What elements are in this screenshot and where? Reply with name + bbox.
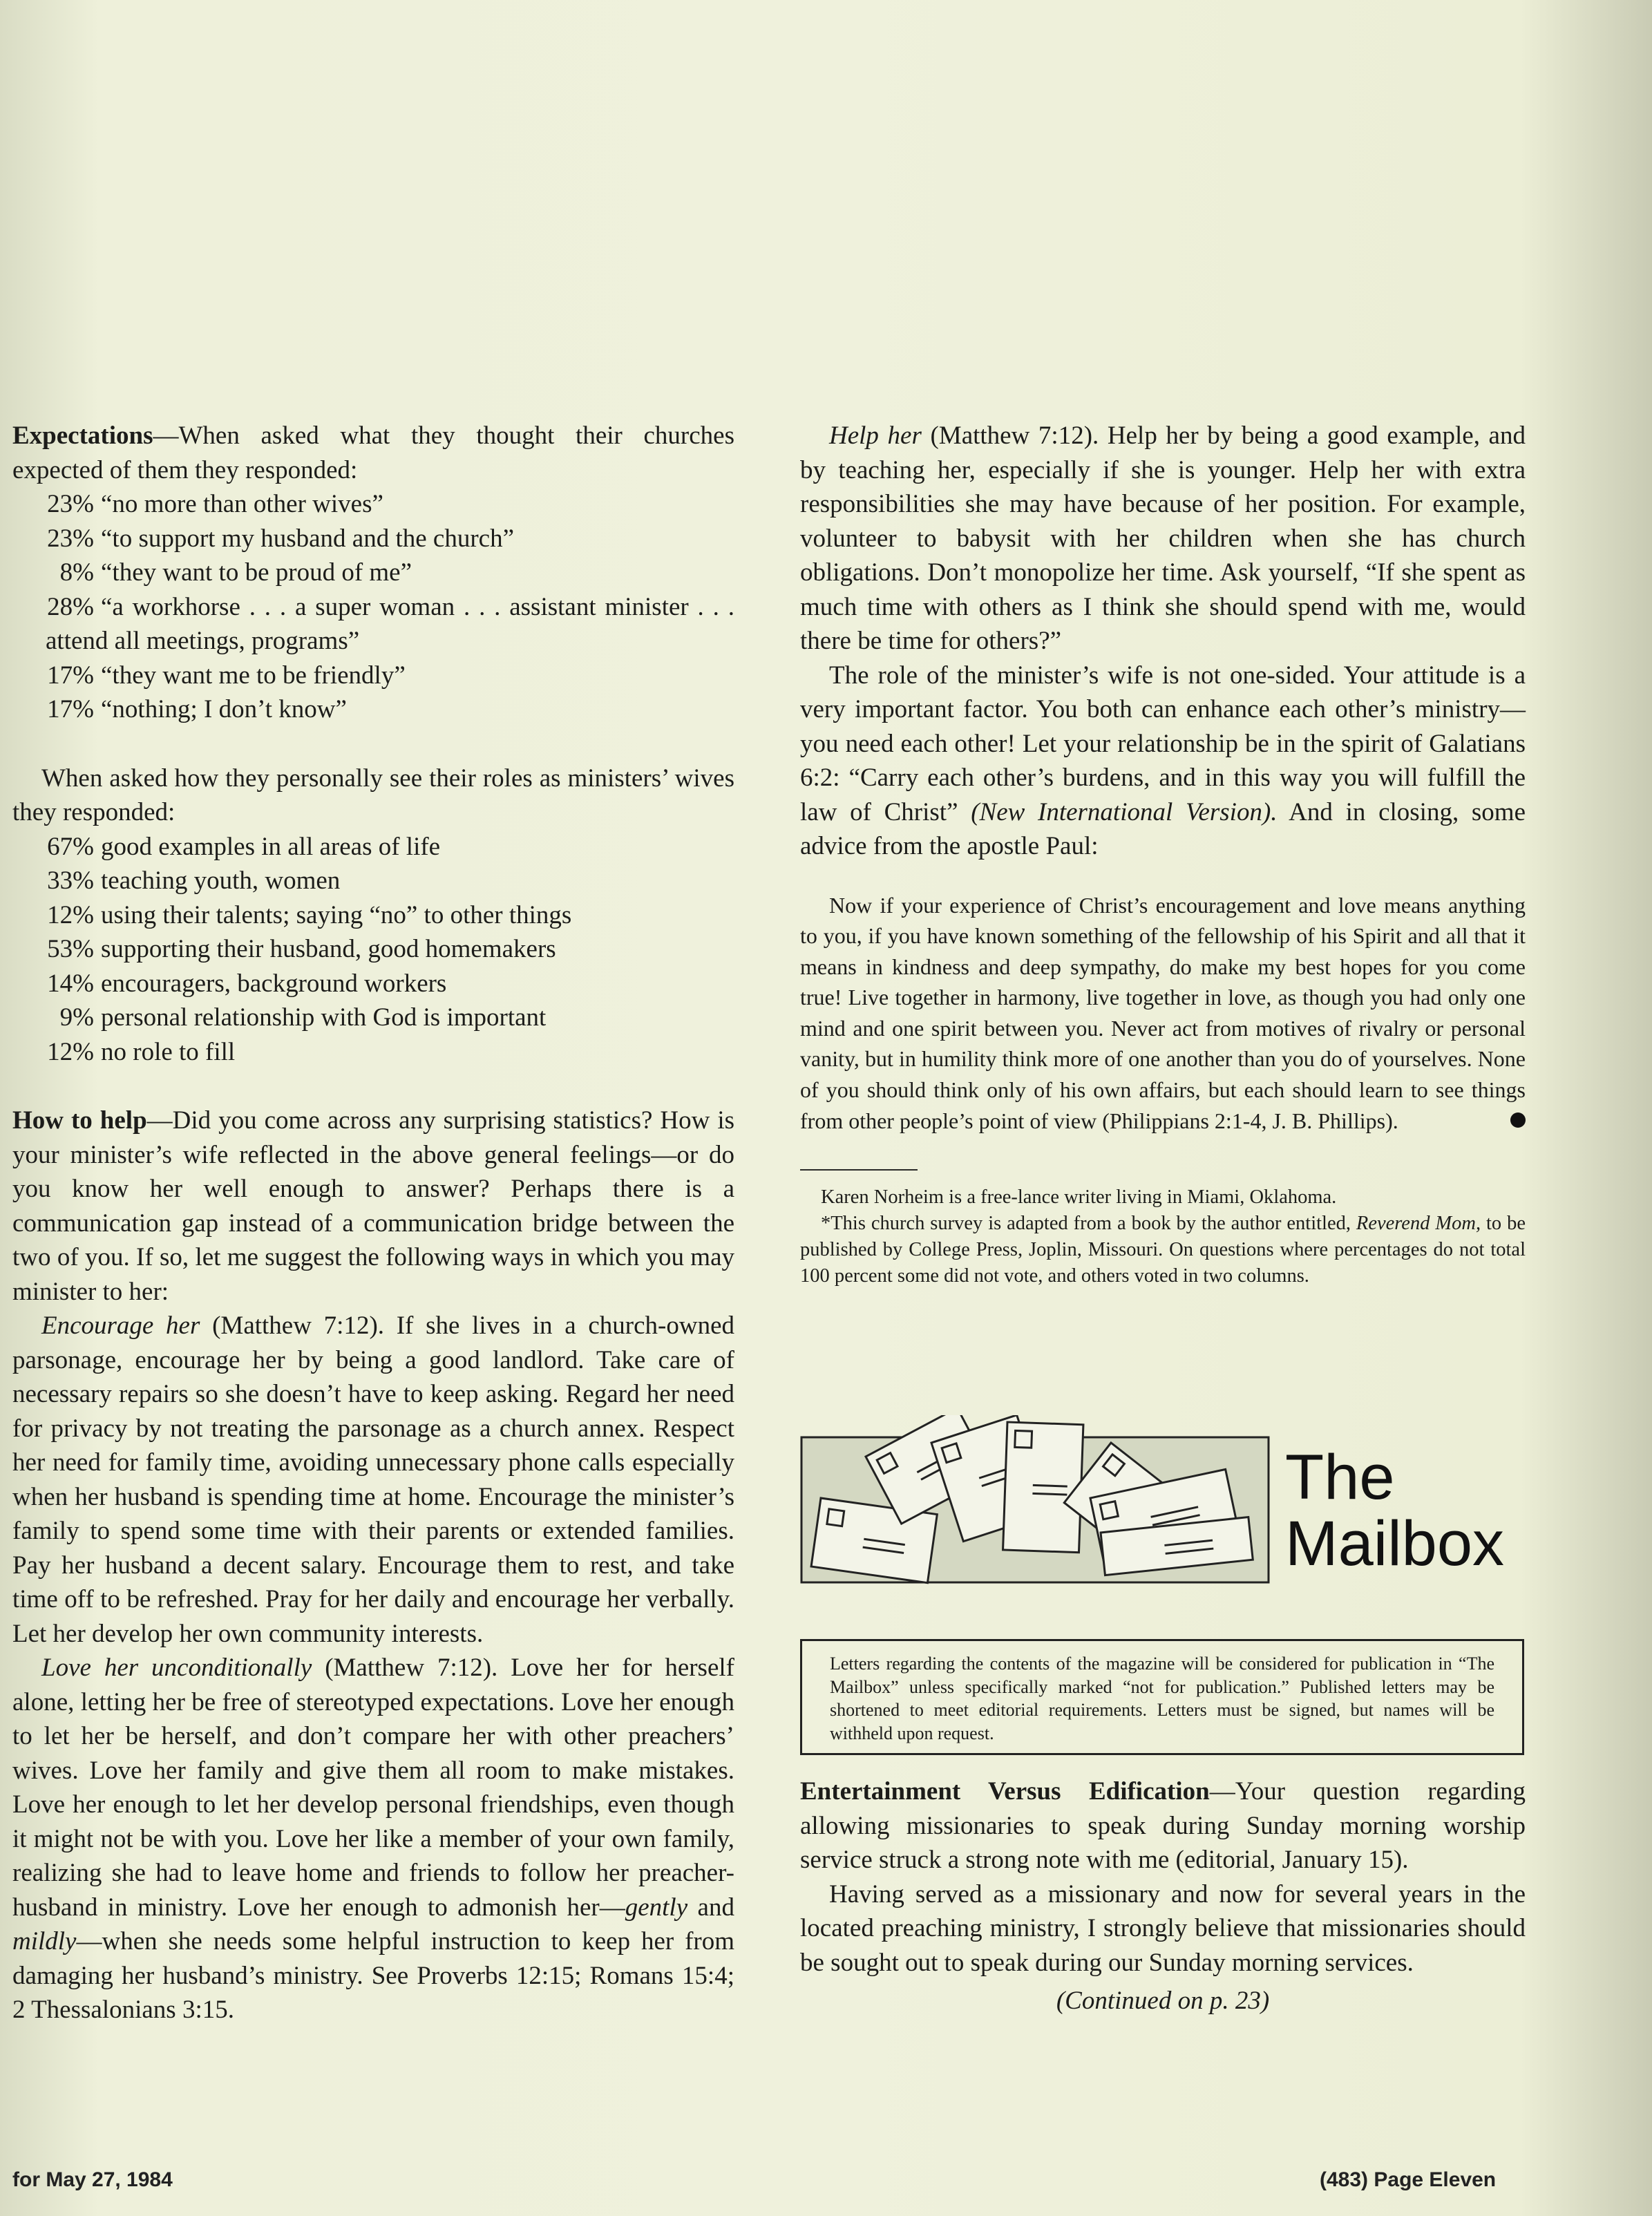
stat-percent: 23% xyxy=(47,490,94,518)
list-item xyxy=(12,659,734,693)
list-item xyxy=(12,1035,734,1070)
stat-percent: 12% xyxy=(47,1037,94,1066)
expectations-stats-list xyxy=(12,487,734,727)
emphasis-mildly: mildly xyxy=(12,1927,77,1955)
how-to-help-paragraph xyxy=(12,1104,734,1309)
list-item xyxy=(12,864,734,898)
stat-text: “no more than other wives” xyxy=(101,490,383,518)
stat-percent: 9% xyxy=(59,1003,94,1032)
love-paragraph xyxy=(12,1651,734,2027)
stat-text: good examples in all areas of life xyxy=(101,832,441,861)
footer-page-number: (483) Page Eleven xyxy=(1320,2168,1497,2191)
stat-text: “a workhorse . . . a super woman . . . assistant minister . . . attend all meetings, programs” xyxy=(46,592,734,655)
stat-text: “they want me to be friendly” xyxy=(101,661,406,690)
list-item xyxy=(12,932,734,967)
bleed-through-title xyxy=(484,159,1631,263)
mailbox-heading-line-1: The xyxy=(1285,1442,1395,1513)
roles-stats-list xyxy=(12,830,734,1070)
expectations-text: —When asked what they thought their churches expected of them they responded: xyxy=(12,422,734,484)
stat-percent: 8% xyxy=(59,558,94,587)
end-mark-icon xyxy=(1510,1112,1526,1128)
quote-text: Now if your experience of Christ’s encouragement and love means anything to you, if you have known something of the fellowship of his Spirit and all that it means in kindness and deep sympathy, do make my best hopes for you come true! Live together in harmony, live together in love, as though you had only one mind and one spirit between you. Never act from motives of rivalry or personal vanity, but in humility think more of one another than you do of yourselves. None of you should think only of his own affairs, but each should learn to see things from other people’s point of view (Philippians 2:1-4, J. B. Phillips). xyxy=(800,892,1526,1133)
help-text: (Matthew 7:12). Help her by being a good example, and by teaching her, especially if she is younger. Help her with extra responsibilities she may have because of her position. For example, volunteer to babysit with her children when she has church obligations. Don’t monopolize her time. Ask yourself, “If she spent as much time with others as I think she should spend with me, would there be time for others?” xyxy=(800,422,1526,655)
footnote-divider xyxy=(800,1169,918,1171)
stat-percent: 23% xyxy=(47,524,94,553)
help-paragraph xyxy=(800,419,1526,659)
list-item xyxy=(12,967,734,1001)
list-item xyxy=(12,590,734,659)
encourage-heading: Encourage her xyxy=(41,1311,200,1340)
stat-percent: 33% xyxy=(47,866,94,895)
stat-text: “to support my husband and the church” xyxy=(101,524,515,553)
expectations-heading: Expectations xyxy=(12,422,153,450)
scripture-quote xyxy=(800,890,1526,1137)
stat-text: using their talents; saying “no” to other things xyxy=(101,900,572,929)
stat-text: teaching youth, women xyxy=(101,866,341,895)
conjunction: and xyxy=(687,1893,734,1922)
survey-note-text-end: to be published by College Press, Joplin, Missouri. On questions where percentages do not total 100 percent some did not vote, and others voted in two columns. xyxy=(800,1213,1526,1287)
mailbox-notice-box xyxy=(800,1639,1524,1755)
love-text-end: —when she needs some helpful instruction to keep her from damaging her husband’s ministry. See Proverbs 12:15; Romans 15:4; 2 Thessalonians 3:15. xyxy=(12,1927,734,2024)
envelopes-illustration xyxy=(800,1415,1270,1584)
letter-heading: Entertainment Versus Edification xyxy=(800,1777,1210,1806)
stat-percent: 28% xyxy=(47,592,94,621)
footer-date: for May 27, 1984 xyxy=(12,2168,173,2191)
how-to-help-text: —Did you come across any surprising statistics? How is your minister’s wife reflected in the above general feelings—or do you know her well enough to answer? Perhaps there is a communication gap instead of a communication bridge between the two of you. If so, let me suggest the following ways in which you may minister to her: xyxy=(12,1106,734,1306)
encourage-paragraph xyxy=(12,1309,734,1651)
list-item xyxy=(12,522,734,556)
list-item xyxy=(12,1001,734,1035)
list-item xyxy=(12,487,734,522)
survey-note xyxy=(800,1211,1526,1289)
stat-percent: 17% xyxy=(47,695,94,723)
encourage-text: (Matthew 7:12). If she lives in a church-owned parsonage, encourage her by being a good landlord. Take care of necessary repairs so she doesn’t have to keep asking. Regard her need for privacy by not treating the parsonage as a church annex. Respect her need for family time, avoiding unnecessary phone calls especially when her husband is spending time at home. Encourage the minister’s family to spend some time with their parents or extended families. Pay her husband a decent salary. Encourage them to rest, and take time off to be refreshed. Pray for her daily and encourage her verbally. Let her develop her own community interests. xyxy=(12,1311,734,1648)
letter-text: —Your question regarding allowing missionaries to speak during Sunday morning worship service struck a strong note with me (editorial, January 15). xyxy=(800,1777,1526,1874)
role-text: The role of the minister’s wife is not one-sided. Your attitude is a very important factor. You both can enhance each other’s ministry—you need each other! Let your relationship be in the spirit of Galatians 6:2: “Carry each other’s burdens, and in this way you will fulfill the law of Christ” xyxy=(800,661,1526,826)
stat-text: “nothing; I don’t know” xyxy=(101,695,347,723)
how-to-help-heading: How to help xyxy=(12,1106,147,1135)
left-column xyxy=(12,419,734,2027)
list-item xyxy=(12,830,734,864)
stat-text: personal relationship with God is important xyxy=(101,1003,547,1032)
book-title: Reverend Mom, xyxy=(1356,1213,1481,1235)
expectations-paragraph xyxy=(12,419,734,487)
stat-text: supporting their husband, good homemakers xyxy=(101,935,556,963)
letter-paragraph-2: Having served as a missionary and now for several years in the located preaching ministry, I strongly believe that missionaries should be sought out to speak during our Sunday morning services. xyxy=(800,1879,1526,1977)
stat-text: “they want to be proud of me” xyxy=(101,558,412,587)
help-heading: Help her xyxy=(829,422,922,450)
stat-percent: 17% xyxy=(47,661,94,690)
emphasis-gently: gently xyxy=(625,1893,688,1922)
stat-percent: 14% xyxy=(47,969,94,998)
love-text: (Matthew 7:12). Love her for herself alone, letting her be free of stereotyped expectations. Love her enough to let her be herself, and don’t compare her with other preachers’ wives. Love her family and give them all room to make mistakes. Love her enough to let her develop personal friendships, even though it might not be with you. Love her like a member of your own family, realizing she had to leave home and friends to follow her preacher-husband in ministry. Love her enough to admonish her— xyxy=(12,1654,734,1922)
roles-intro: When asked how they personally see their roles as ministers’ wives they responded: xyxy=(12,764,734,826)
letter-column xyxy=(800,1774,1526,2018)
letter-paragraph-1 xyxy=(800,1774,1526,1877)
mailbox-notice-text: Letters regarding the contents of the magazine will be considered for publication in “The Mailbox” unless specifically marked “not for publication.” Published letters may be shortened to meet editorial requirements. Letters must be signed, but names will be withheld upon request. xyxy=(830,1654,1494,1743)
author-note: Karen Norheim is a free-lance writer living in Miami, Oklahoma. xyxy=(821,1186,1337,1209)
love-heading: Love her unconditionally xyxy=(41,1654,312,1682)
role-paragraph xyxy=(800,659,1526,864)
stat-percent: 12% xyxy=(47,900,94,929)
mailbox-heading-line-2: Mailbox xyxy=(1285,1508,1505,1579)
survey-note-text: *This church survey is adapted from a book by the author entitled, xyxy=(821,1213,1356,1235)
right-column xyxy=(800,419,1526,1289)
stat-text: no role to fill xyxy=(101,1037,236,1066)
stat-text: encouragers, background workers xyxy=(101,969,447,998)
list-item xyxy=(12,898,734,933)
mailbox-heading xyxy=(1285,1444,1504,1577)
continued-note: (Continued on p. 23) xyxy=(1056,1987,1270,2015)
stat-percent: 67% xyxy=(47,832,94,861)
role-text-end: And in closing, some advice from the apostle Paul: xyxy=(800,797,1526,860)
list-item xyxy=(12,692,734,727)
list-item xyxy=(12,556,734,590)
bible-version: (New International Version). xyxy=(971,797,1278,826)
stat-percent: 53% xyxy=(47,935,94,963)
